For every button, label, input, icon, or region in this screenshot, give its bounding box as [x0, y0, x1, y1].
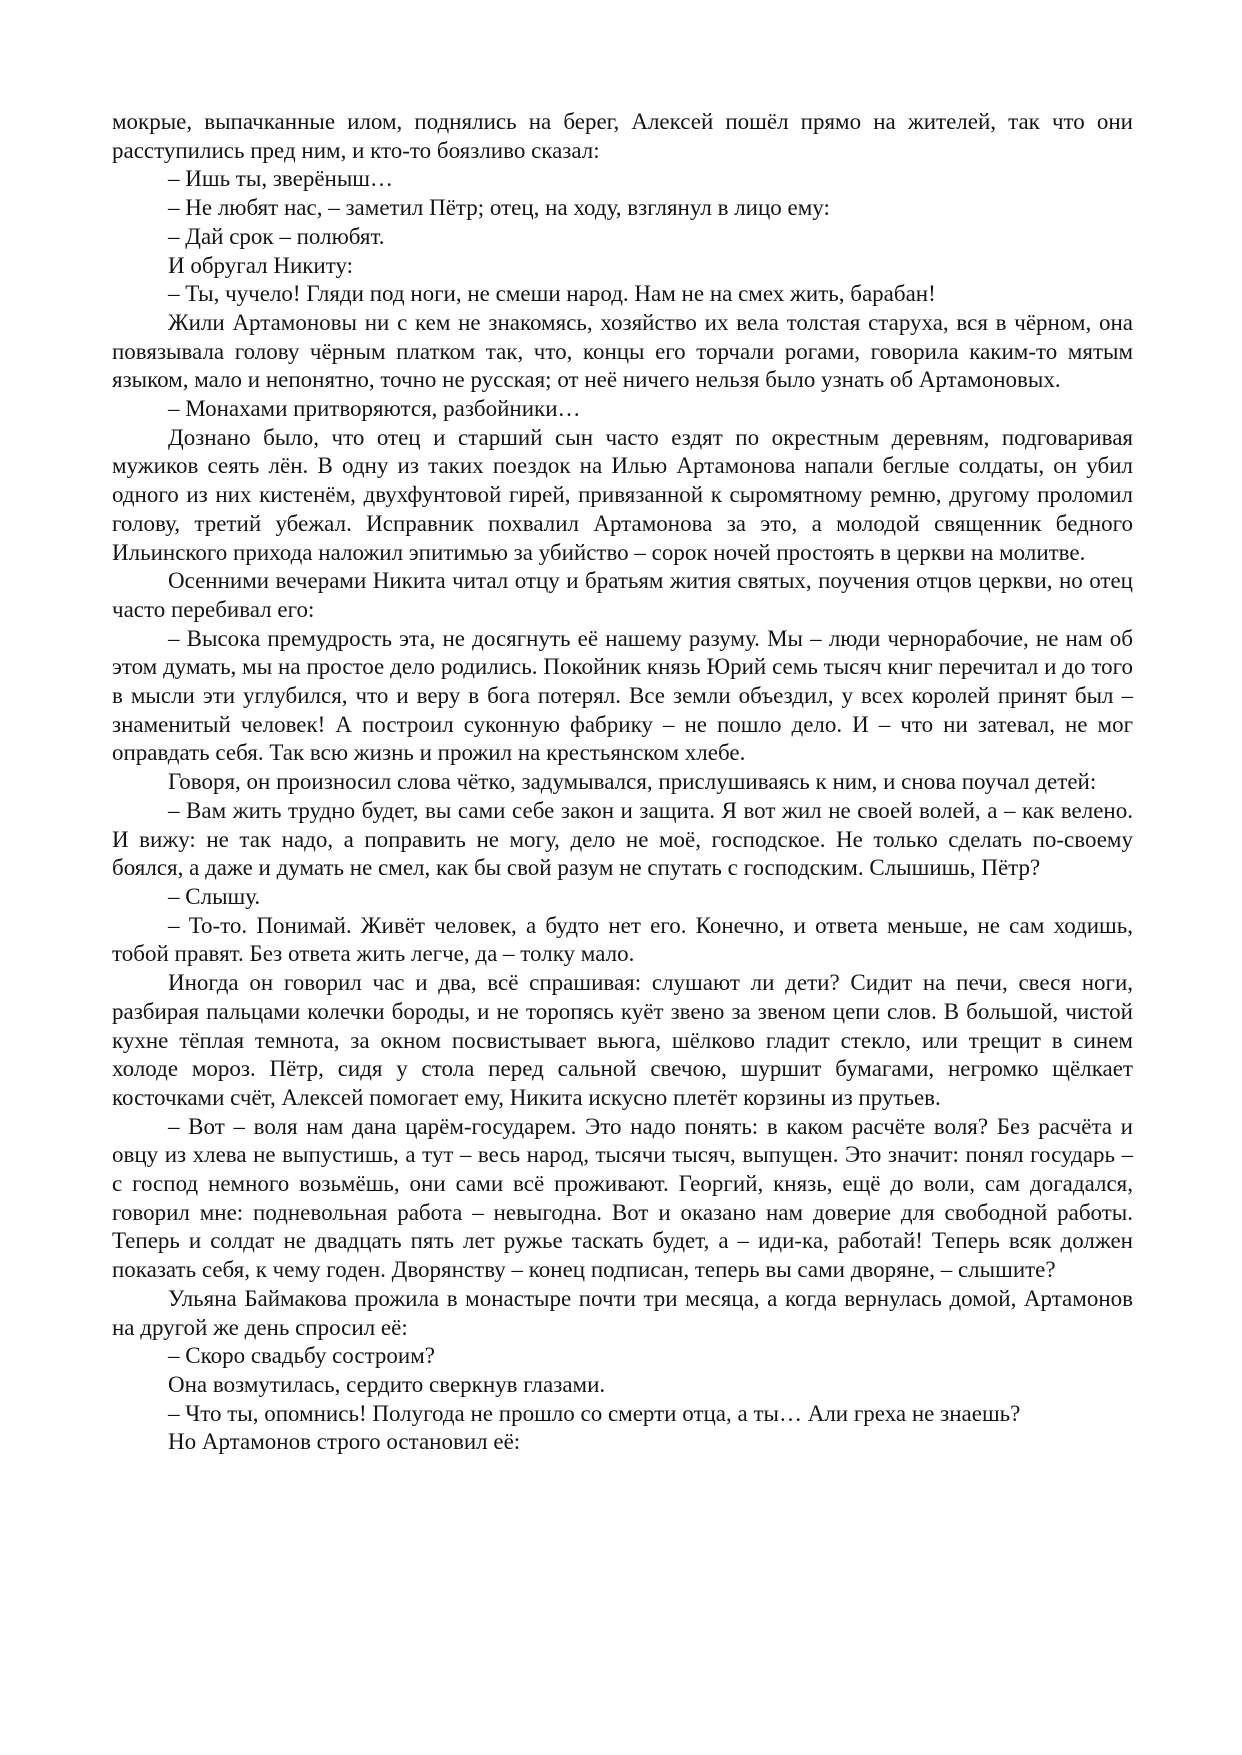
paragraph-continuation: мокрые, выпачканные илом, поднялись на берег, Алексей пошёл прямо на жителей, так что они расступились пред ним, и кто-то боязливо сказал:: [112, 109, 1133, 163]
document-page: [112, 108, 1133, 1457]
dialogue-line: – Слышу.: [168, 883, 261, 909]
dialogue-line: – Не любят нас, – заметил Пётр; отец, на ходу, взглянул в лицо ему:: [168, 195, 830, 221]
paragraph: Ульяна Баймакова прожила в монастыре почти три месяца, а когда вернулась домой, Артамонов на другой же день спросил её:: [112, 1285, 1133, 1340]
dialogue-line: – Ишь ты, зверёныш…: [168, 166, 394, 192]
paragraph: Жили Артамоновы ни с кем не знакомясь, хозяйство их вела толстая старуха, вся в чёрном, она повязывала голову чёрным платком так, что, концы его торчали рогами, говорила каким-то мятым языком, мало и непонятно, точно не русская; от неё ничего нельзя было узнать об Артамоновых.: [112, 309, 1133, 393]
paragraph: Но Артамонов строго остановил её:: [168, 1429, 521, 1455]
dialogue-line: – Высока премудрость эта, не досягнуть её нашему разуму. Мы – люди чернорабочие, не нам об этом думать, мы на простое дело родились. Покойник князь Юрий семь тысяч книг перечитал и до того в мысли эти углубился, что и веру в бога потерял. Все земли объездил, у всех королей принят был – знаменитый человек! А построил суконную фабрику – не пошло дело. И – что ни затевал, не мог оправдать себя. Так всю жизнь и прожил на крестьянском хлебе.: [112, 625, 1133, 766]
paragraph: Осенними вечерами Никита читал отцу и братьям жития святых, поучения отцов церкви, но отец часто перебивал его:: [112, 568, 1133, 622]
paragraph: Иногда он говорил час и два, всё спрашивая: слушают ли дети? Сидит на печи, свеся ноги, разбирая пальцами колечки бороды, и не торопясь куёт звено за звеном цепи слов. В большой, чистой кухне тёплая темнота, за окном посвистывает вьюга, шёлково гладит стекло, или трещит в синем холоде мороз. Пётр, сидя у стола перед сальной свечою, шуршит бумагами, негромко щёлкает косточками счёт, Алексей помогает ему, Никита искусно плетёт корзины из прутьев.: [112, 970, 1133, 1110]
dialogue-line: – Дай срок – полюбят.: [168, 223, 385, 249]
paragraph: Она возмутилась, сердито сверкнув глазами.: [168, 1371, 606, 1397]
paragraph: Говоря, он произносил слова чётко, задумывался, прислушиваясь к ним, и снова поучал детей:: [168, 769, 1097, 795]
dialogue-line: – Что ты, опомнись! Полугода не прошло со смерти отца, а ты… Али греха не знаешь?: [168, 1400, 1021, 1426]
dialogue-line: – Вот – воля нам дана царём-государем. Это надо понять: в каком расчёте воля? Без расчёта и овцу из хлева не выпустишь, а тут – весь народ, тысячи тысяч, выпущен. Это значит: понял государь – с господ немного возьмёшь, они сами всё проживают. Георгий, князь, ещё до воли, сам догадался, говорил мне: подневольная работа – невыгодна. Вот и оказано нам доверие для свободной работы. Теперь и солдат не двадцать пять лет ружье таскать будет, а – иди-ка, работай! Теперь всяк должен показать себя, к чему годен. Дворянству – конец подписан, теперь вы сами дворяне, – слышите?: [112, 1113, 1133, 1283]
dialogue-line: – Скоро свадьбу состроим?: [168, 1343, 435, 1369]
dialogue-line: – Вам жить трудно будет, вы сами себе закон и защита. Я вот жил не своей волей, а – как велено. И вижу: не так надо, а поправить не могу, дело не моё, господское. Не только сделать по-своему боялся, а даже и думать не смел, как бы свой разум не спутать с господским. Слышишь, Пётр?: [112, 797, 1133, 881]
dialogue-line: – Монахами притворяются, разбойники…: [168, 396, 581, 422]
paragraph: И обругал Никиту:: [168, 252, 354, 278]
paragraph: Дознано было, что отец и старший сын часто ездят по окрестным деревням, подговаривая мужиков сеять лён. В одну из таких поездок на Илью Артамонова напали беглые солдаты, он убил одного из них кистенём, двухфунтовой гирей, привязанной к сыромятному ремню, другому проломил голову, третий убежал. Исправник похвалил Артамонова за это, а молодой священник бедного Ильинского прихода наложил эпитимью за убийство – сорок ночей простоять в церкви на молитве.: [112, 424, 1133, 565]
dialogue-line: – Ты, чучело! Гляди под ноги, не смеши народ. Нам не на смех жить, барабан!: [168, 281, 936, 307]
dialogue-line: – То-то. Понимай. Живёт человек, а будто нет его. Конечно, и ответа меньше, не сам ходишь, тобой правят. Без ответа жить легче, да – толку мало.: [112, 912, 1133, 967]
